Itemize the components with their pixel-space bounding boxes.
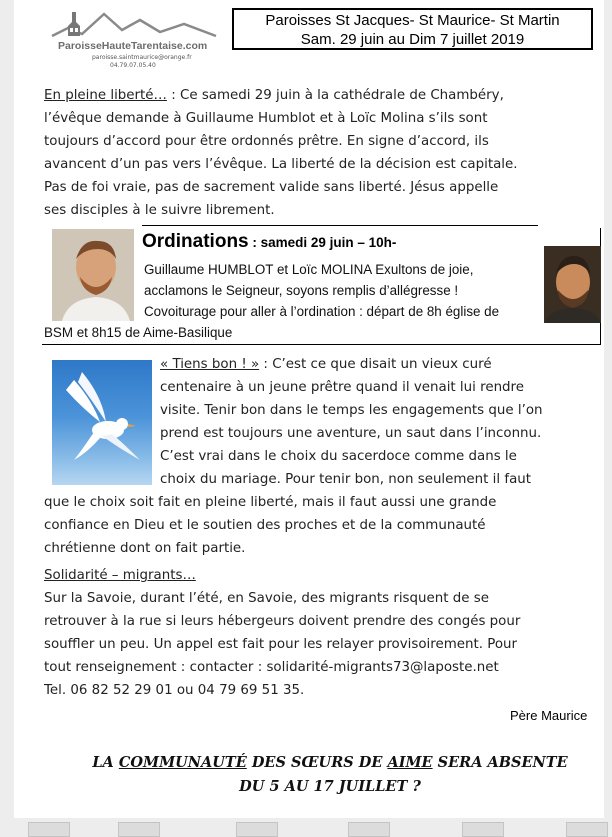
liberte-line: toujours d’accord pour être ordonnés prêtre. En signe d’accord, ils	[44, 134, 489, 149]
document-page	[14, 0, 604, 818]
tiens-bon-line: confiance en Dieu et le soutien des proches et de la communauté	[44, 518, 486, 533]
photo-guillaume	[52, 229, 134, 321]
header-dates: Sam. 29 juin au Dim 7 juillet 2019	[300, 31, 525, 48]
liberte-line: Pas de foi vraie, pas de sacrement valide sans liberté. Jésus appelle	[44, 180, 499, 195]
tiens-bon-line: choix du mariage. Pour tenir bon, non seulement il faut	[160, 472, 532, 487]
mountain-church-logo-icon	[48, 6, 220, 42]
tiens-bon-line: chrétienne dont on fait partie.	[44, 541, 246, 556]
liberte-heading: En pleine liberté…	[44, 88, 167, 103]
tiens-bon-text: C’est ce que disait un vieux curé	[272, 357, 492, 372]
ordinations-date: : samedi 29 juin – 10h-	[248, 235, 397, 250]
box-border-bottom	[42, 344, 601, 345]
header-box	[232, 8, 593, 50]
ordinations-title: Ordinations	[142, 231, 249, 252]
tiens-bon-line: que le choix soit fait en pleine liberté, mais il faut aussi une grande	[44, 495, 497, 510]
tiens-bon-line	[44, 353, 604, 376]
tiens-bon-heading: « Tiens bon ! »	[160, 357, 260, 372]
ordinations-line: acclamons le Seigneur, soyons remplis d’allégresse !	[144, 283, 459, 298]
ordinations-line: Guillaume HUMBLOT et Loïc MOLINA Exultons de joie,	[144, 262, 474, 277]
solidarite-line: Tel. 06 82 52 29 01 ou 04 79 69 51 35.	[44, 683, 305, 698]
notice-underlined: AIME	[387, 754, 433, 771]
liberte-line: avancent d’un pas vers l’évêque. La liberté de la décision est capitale.	[44, 157, 518, 172]
liberte-line: l’évêque demande à Guillaume Humblot et à Loïc Molina s’ils sont	[44, 111, 488, 126]
solidarite-line: Sur la Savoie, durant l’été, en Savoie, des migrants risquent de se	[44, 591, 489, 606]
separator: :	[166, 88, 180, 103]
solidarite-line: tout renseignement : contacter : solidarité-migrants73@laposte.net	[44, 660, 499, 675]
ordinations-title-line	[142, 231, 396, 253]
tiens-bon-line: prend est toujours une aventure, un saut dans l’inconnu.	[160, 426, 542, 441]
header-parishes: Paroisses St Jacques- St Maurice- St Martin	[265, 12, 560, 29]
notice-text: LA	[92, 754, 119, 771]
tiens-bon-line: C’est vrai dans le choix du sacerdoce comme dans le	[160, 449, 517, 464]
notice-text: SERA ABSENTE	[432, 754, 568, 771]
notice-line-2: DU 5 AU 17 JUILLET ?	[239, 778, 421, 795]
ordinations-line: BSM et 8h15 de Aime-Basilique	[44, 325, 233, 340]
divider-line	[142, 225, 538, 226]
section-liberte	[44, 84, 592, 222]
liberte-text: Ce samedi 29 juin à la cathédrale de Chambéry,	[179, 88, 504, 103]
tiens-bon-line: visite. Tenir bon dans le temps les engagements que l’on	[160, 403, 543, 418]
separator: :	[259, 357, 273, 372]
logo-name: ParoisseHauteTarentaise.com	[58, 40, 208, 52]
signature: Père Maurice	[510, 708, 588, 723]
solidarite-heading: Solidarité – migrants…	[44, 568, 196, 583]
logo-phone: 04.79.07.05.40	[110, 62, 156, 69]
liberte-line	[44, 84, 592, 107]
liberte-line: ses disciples à le suivre librement.	[44, 203, 275, 218]
solidarite-line: souffler un peu. Un appel est fait pour les relayer provisoirement. Pour	[44, 637, 518, 652]
section-solidarite	[44, 564, 604, 702]
parish-logo	[48, 6, 220, 76]
section-tiens-bon	[44, 353, 604, 560]
notice-underlined: COMMUNAUTÉ	[118, 754, 247, 771]
solidarite-line: retrouver à la rue si leurs hébergeurs doivent prendre des congés pour	[44, 614, 521, 629]
notice-line-1	[54, 754, 604, 771]
ordinations-line: Covoiturage pour aller à l’ordination : départ de 8h église de	[144, 304, 500, 319]
notice-text: DES SŒURS DE	[246, 754, 388, 771]
logo-email: paroisse.saintmaurice@orange.fr	[92, 54, 192, 61]
photo-loic	[544, 246, 601, 323]
tiens-bon-line: centenaire à un jeune prêtre quand il venait lui rendre	[160, 380, 525, 395]
